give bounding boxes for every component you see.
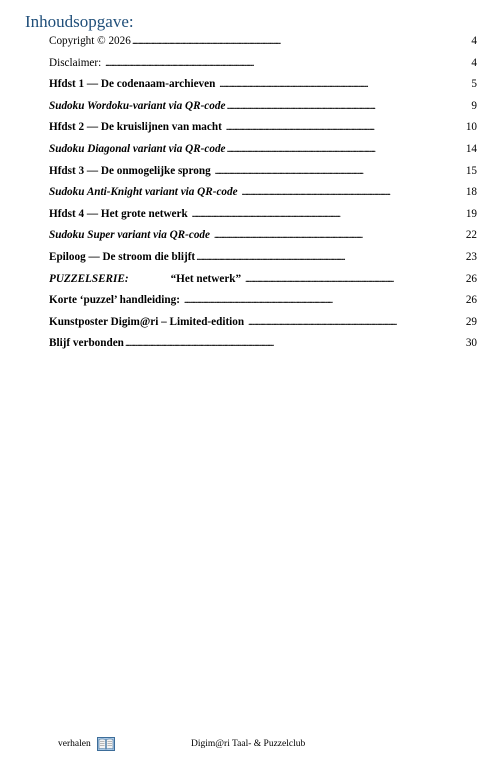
toc-entry-title: Sudoku Anti-Knight variant via QR-code [49,186,241,199]
toc-entry-sudoku-diagonal[interactable] [49,140,477,162]
toc-entry-puzzelserie[interactable] [49,270,477,292]
toc-leader [245,272,465,286]
toc-entry-title: Sudoku Diagonal variant via QR-code [49,142,226,155]
toc-entry-page: 4 [471,56,477,69]
toc-entry-title: Korte ‘puzzel’ handleiding: [49,294,183,307]
toc-entry-title: Kunstposter Digim@ri – Limited-edition [49,315,247,328]
toc-entry-subtitle: “Het netwerk” [170,272,244,285]
toc-entry-page: 26 [465,272,477,285]
toc-leader [184,293,465,307]
toc-entry-title: Hfdst 4 — Het grote netwerk [49,207,191,220]
toc-entry-title: Sudoku Wordoku-variant via QR-code [49,99,226,112]
page-footer [0,734,498,754]
toc-leader [132,34,471,48]
toc-entry-page: 10 [465,121,477,134]
toc-entry-page: 14 [465,142,477,155]
toc-leader [191,207,464,221]
toc-entry-page: 18 [465,186,477,199]
toc-entry-title: Sudoku Super variant via QR-code [49,229,213,242]
toc-entry-kunstposter[interactable] [49,313,477,335]
toc-leader [196,250,465,264]
toc-entry-sudoku-anti-knight[interactable] [49,183,477,205]
toc-entry-page: 9 [471,99,477,112]
footer-left-text: verhalen [58,739,91,749]
toc-leader [248,315,465,329]
toc-entry-disclaimer[interactable] [49,54,477,76]
toc-entry-title: Epiloog — De stroom die blijft [49,250,196,263]
footer-club-name: Digim@ri Taal- & Puzzelclub [191,739,306,749]
toc-entry-page: 5 [471,78,477,91]
toc-leader [214,228,465,242]
toc-entry-hfdst-2[interactable] [49,118,477,140]
toc-leader [226,120,465,134]
toc-entry-title: Disclaimer: [49,56,104,69]
toc-leader [219,77,470,91]
toc-entry-page: 22 [465,229,477,242]
toc-entry-title: Blijf verbonden [49,337,124,350]
toc-leader [105,56,470,70]
toc-entry-title: PUZZELSERIE: [49,272,129,285]
toc-entry-sudoku-wordoku[interactable] [49,97,477,119]
toc-entry-title: Hfdst 3 — De onmogelijke sprong [49,164,214,177]
toc-entry-hfdst-1[interactable] [49,75,477,97]
toc-entry-hfdst-3[interactable] [49,162,477,184]
toc-entry-blijf-verbonden[interactable] [49,334,477,356]
toc-entry-page: 4 [471,35,477,47]
toc-entry-title: Hfdst 1 — De codenaam-archieven [49,78,219,91]
toc-entry-title: Hfdst 2 — De kruislijnen van macht [49,121,225,134]
toc-leader [125,336,465,350]
toc-leader [226,99,470,113]
toc-entry-page: 30 [465,337,477,350]
toc-entry-page: 23 [465,250,477,263]
toc-leader [215,164,465,178]
toc-entry-title: Copyright © 2026 [49,35,131,47]
toc-entry-sudoku-super[interactable] [49,226,477,248]
toc-leader [241,185,464,199]
toc-heading: Inhoudsopgave: [25,12,134,31]
toc-leader [227,142,465,156]
toc-entry-page: 19 [465,207,477,220]
toc-entry-page: 29 [465,315,477,328]
toc-entry-handleiding[interactable] [49,291,477,313]
toc-list [49,32,477,356]
toc-entry-hfdst-4[interactable] [49,205,477,227]
open-book-icon [97,737,115,754]
toc-entry-epiloog[interactable] [49,248,477,270]
toc-entry-copyright[interactable] [49,32,477,54]
toc-entry-page: 26 [465,294,477,307]
toc-entry-page: 15 [465,164,477,177]
